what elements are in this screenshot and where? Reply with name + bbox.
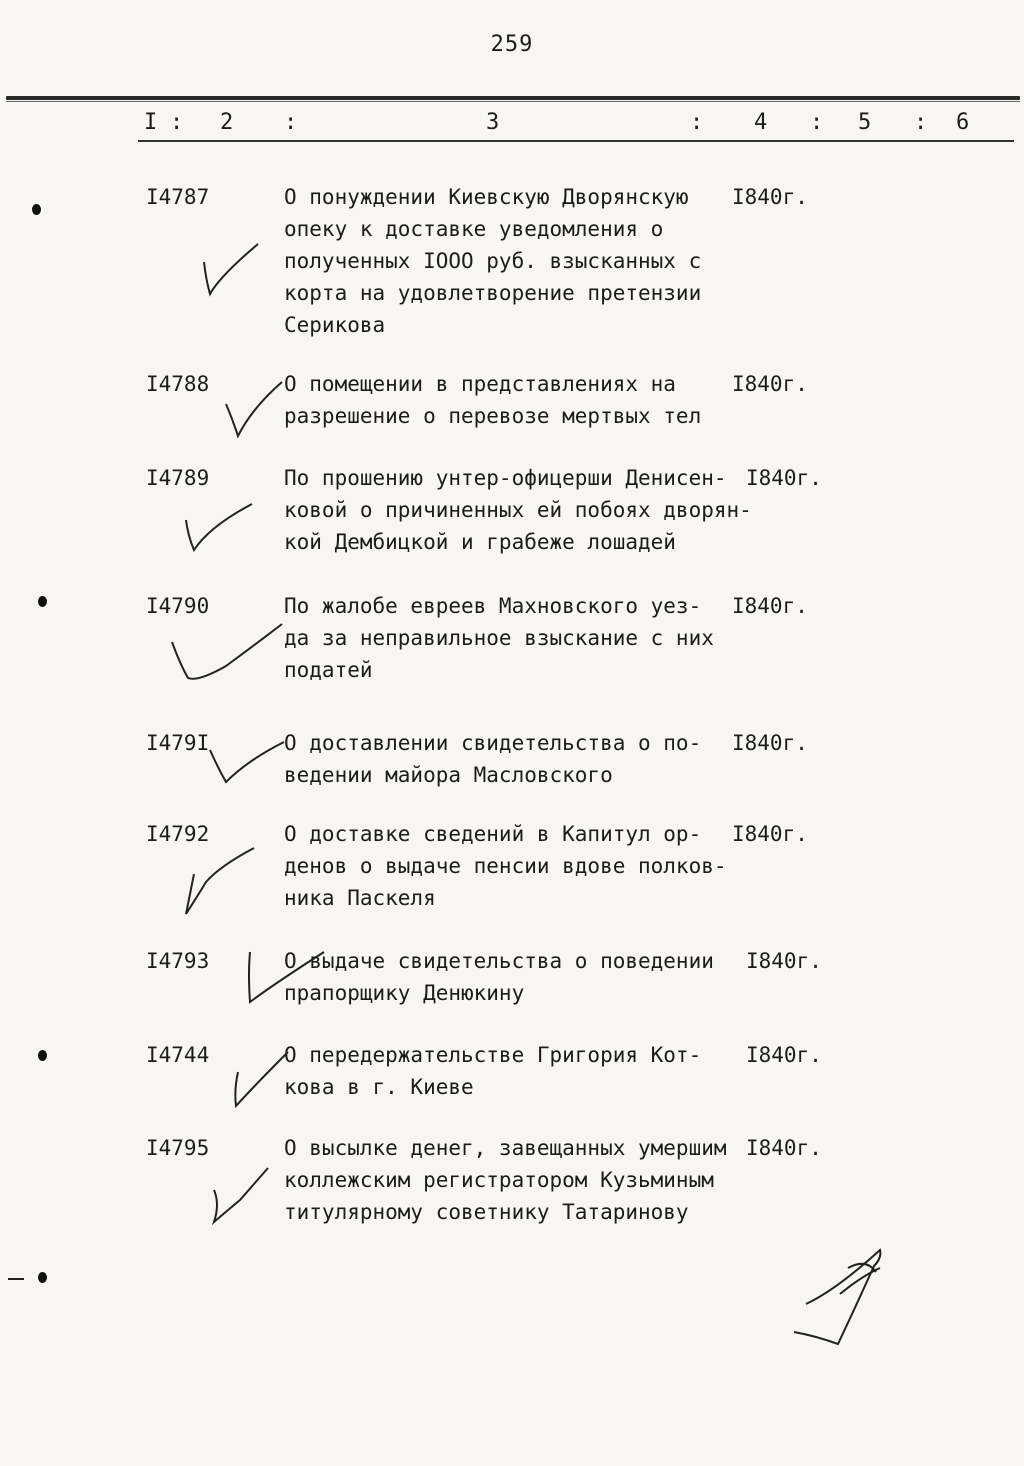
entry-line: денов о выдаче пенсии вдове полков- bbox=[284, 854, 727, 878]
entry-number: I4795 bbox=[146, 1136, 210, 1160]
entry-line: О понуждении Киевскую Дворянскую bbox=[284, 185, 689, 209]
entry-description bbox=[284, 1039, 754, 1103]
entry-description bbox=[284, 1132, 754, 1228]
entry-line: опеку к доставке уведомления о bbox=[284, 217, 664, 241]
page-number: 259 bbox=[490, 32, 534, 57]
column-separator: : bbox=[690, 110, 704, 135]
entry-line: кой Дембицкой и грабеже лошадей bbox=[284, 530, 676, 554]
handwritten-signature-mark bbox=[786, 1246, 896, 1350]
entry-year: I840г. bbox=[732, 372, 808, 396]
check-mark-icon bbox=[180, 844, 260, 918]
entry-line: ведении майора Масловского bbox=[284, 763, 613, 787]
margin-hole-mark bbox=[38, 596, 47, 607]
entry-description bbox=[284, 590, 754, 686]
entry-line: О высылке денег, завещанных умершим bbox=[284, 1136, 727, 1160]
entry-line: прапорщику Денюкину bbox=[284, 981, 525, 1005]
entry-line: О доставлении свидетельства о по- bbox=[284, 731, 702, 755]
entry-line: О доставке сведений в Капитул ор- bbox=[284, 822, 702, 846]
entry-number: I4790 bbox=[146, 594, 210, 618]
column-header-5: 5 bbox=[858, 110, 872, 135]
entry-number: I4787 bbox=[146, 185, 210, 209]
table-top-rule bbox=[6, 96, 1020, 100]
entry-description bbox=[284, 945, 754, 1009]
table-top-rule-thin bbox=[6, 101, 1020, 102]
entry-description bbox=[284, 818, 754, 914]
entry-number: I4744 bbox=[146, 1043, 210, 1067]
entry-number: I479I bbox=[146, 731, 210, 755]
column-header-4: 4 bbox=[754, 110, 768, 135]
entry-line: По прошению унтер-офицерши Денисен- bbox=[284, 466, 727, 490]
entry-line: По жалобе евреев Махновского уез- bbox=[284, 594, 702, 618]
entry-year: I840г. bbox=[746, 466, 822, 490]
check-mark-icon bbox=[166, 620, 290, 684]
entry-line: О передержательстве Григория Кот- bbox=[284, 1043, 702, 1067]
column-separator: : bbox=[170, 110, 184, 135]
table-header-rule bbox=[138, 140, 1014, 142]
entry-description bbox=[284, 727, 754, 791]
margin-hole-mark bbox=[38, 1272, 47, 1283]
entry-year: I840г. bbox=[746, 1043, 822, 1067]
entry-line: Серикова bbox=[284, 313, 386, 337]
column-separator: : bbox=[284, 110, 298, 135]
entry-line: ника Паскеля bbox=[284, 886, 436, 910]
column-separator: : bbox=[914, 110, 928, 135]
entry-line: разрешение о перевозе мертвых тел bbox=[284, 404, 702, 428]
column-header-2: 2 bbox=[220, 110, 234, 135]
margin-hole-mark bbox=[32, 204, 41, 215]
column-header-3: 3 bbox=[486, 110, 500, 135]
entry-year: I840г. bbox=[732, 822, 808, 846]
entry-line: О помещении в представлениях на bbox=[284, 372, 676, 396]
column-header-1: I bbox=[144, 110, 158, 135]
entry-number: I4789 bbox=[146, 466, 210, 490]
entry-line: ковой о причиненных ей побоях дворян- bbox=[284, 498, 752, 522]
entry-year: I840г. bbox=[732, 594, 808, 618]
margin-dash-mark bbox=[8, 1278, 24, 1280]
entry-year: I840г. bbox=[746, 949, 822, 973]
entry-description bbox=[284, 368, 754, 432]
entry-line: кова в г. Киеве bbox=[284, 1075, 474, 1099]
entry-line: податей bbox=[284, 658, 373, 682]
entry-number: I4792 bbox=[146, 822, 210, 846]
check-mark-icon bbox=[196, 240, 266, 300]
check-mark-icon bbox=[200, 738, 290, 788]
entry-line: О выдаче свидетельства о поведении bbox=[284, 949, 714, 973]
column-separator: : bbox=[810, 110, 824, 135]
entry-number: I4788 bbox=[146, 372, 210, 396]
entry-year: I840г. bbox=[732, 731, 808, 755]
entry-description bbox=[284, 462, 754, 558]
check-mark-icon bbox=[180, 500, 260, 556]
entry-description bbox=[284, 181, 754, 341]
entry-number: I4793 bbox=[146, 949, 210, 973]
entry-line: корта на удовлетворение претензии bbox=[284, 281, 702, 305]
margin-hole-mark bbox=[38, 1050, 47, 1061]
check-mark-icon bbox=[206, 1164, 274, 1226]
entry-year: I840г. bbox=[732, 185, 808, 209]
column-header-6: 6 bbox=[956, 110, 970, 135]
check-mark-icon bbox=[240, 946, 330, 1008]
check-mark-icon bbox=[222, 378, 292, 440]
entry-line: полученных IООО руб. взысканных с bbox=[284, 249, 702, 273]
check-mark-icon bbox=[228, 1046, 294, 1110]
entry-year: I840г. bbox=[746, 1136, 822, 1160]
entry-line: да за неправильное взыскание с них bbox=[284, 626, 714, 650]
entry-line: титулярному советнику Татаринову bbox=[284, 1200, 689, 1224]
entry-line: коллежским регистратором Кузьминым bbox=[284, 1168, 714, 1192]
